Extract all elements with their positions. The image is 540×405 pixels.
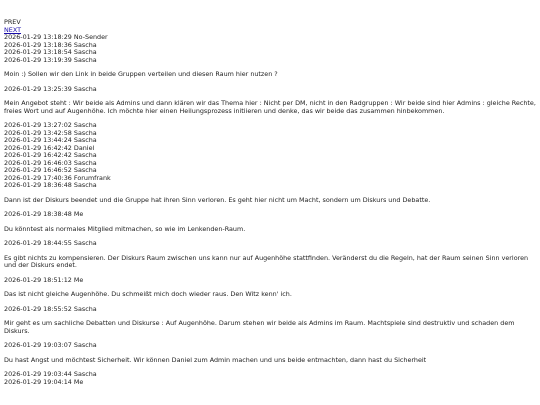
message-body: Mir geht es um sachliche Debatten und Diskurse : Auf Augenhöhe. Darum stehen wir beide als Admins im Raum. Machtspiele sind destruktiv und schaden dem Diskurs. [4,319,515,335]
message-header-group [4,211,536,219]
message-body: Du könntest als normales Mitglied mitmachen, so wie im Lenkenden-Raum. [4,224,246,233]
message-header: 2026-01-29 17:40:36 Forumfrank [4,173,111,182]
message-header: 2026-01-29 19:03:44 Sascha [4,370,97,378]
prev-label: PREV [4,18,21,26]
message-log [4,34,536,386]
message-header: 2026-01-29 13:25:39 Sascha [4,84,97,93]
message-header: 2026-01-29 13:44:24 Sascha [4,136,97,144]
message-header: 2026-01-29 13:19:39 Sascha [4,55,97,64]
message-header-group [4,277,536,285]
message-header-group [4,86,536,94]
message-header-group [4,34,536,64]
next-link[interactable]: NEXT [4,25,21,34]
message-header: 2026-01-29 13:18:29 No-Sender [4,33,108,41]
message-body: Das ist nicht gleiche Augenhöhe. Du schmeißt mich doch wieder raus. Den Witz kenn' ich. [4,290,292,298]
message-header: 2026-01-29 19:03:07 Sascha [4,341,97,349]
message-header-group [4,342,536,350]
message-header: 2026-01-29 16:42:42 Sascha [4,151,97,159]
message-header: 2026-01-29 18:36:48 Sascha [4,181,97,189]
message-header: 2026-01-29 18:51:12 Me [4,275,84,284]
message-body: Moin :) Sollen wir den Link in beide Gruppen verteilen und diesen Raum hier nutzen ? [4,70,278,78]
message-header: 2026-01-29 13:27:02 Sascha [4,121,97,129]
message-header: 2026-01-29 13:42:58 Sascha [4,128,97,137]
message-header: 2026-01-29 16:46:03 Sascha [4,158,97,167]
message-header-group [4,240,536,248]
message-header: 2026-01-29 18:44:55 Sascha [4,239,97,247]
message-header: 2026-01-29 19:04:14 Me [4,377,84,386]
message-body: Du hast Angst und möchtest Sicherheit. Wir können Daniel zum Admin machen und uns beide entmachten, dann hast du Sicherheit [4,355,427,364]
message-body: Mein Angebot steht : Wir beide als Admins und dann klären wir das Thema hier : Nicht per DM, nicht in den Radgruppen : Wir beide sind hier Admins : gleiche Rechte, freies Wort und auf Augenhöhe. Ich möchte hier einen Heilungsprozess initiieren und denke, das wir beide das zusammen hinbekommen. [4,99,536,115]
message-header-group [4,306,536,314]
message-header: 2026-01-29 16:42:42 Daniel [4,143,95,152]
message-header-group [4,371,536,386]
message-header: 2026-01-29 18:55:52 Sascha [4,304,97,313]
message-header: 2026-01-29 13:18:36 Sascha [4,40,97,49]
message-body: Dann ist der Diskurs beendet und die Gruppe hat ihren Sinn verloren. Es geht hier nicht um Macht, sondern um Diskurs und Debatte. [4,195,431,204]
message-header-group [4,122,536,190]
message-header: 2026-01-29 13:18:54 Sascha [4,48,97,56]
message-header: 2026-01-29 18:38:48 Me [4,210,84,218]
message-header: 2026-01-29 16:46:52 Sascha [4,166,97,174]
message-body: Es gibt nichts zu kompensieren. Der Diskurs Raum zwischen uns kann nur auf Augenhöhe stattfinden. Veränderst du die Regeln, hat der Raum seinen Sinn verloren und der Diskurs endet. [4,253,529,269]
